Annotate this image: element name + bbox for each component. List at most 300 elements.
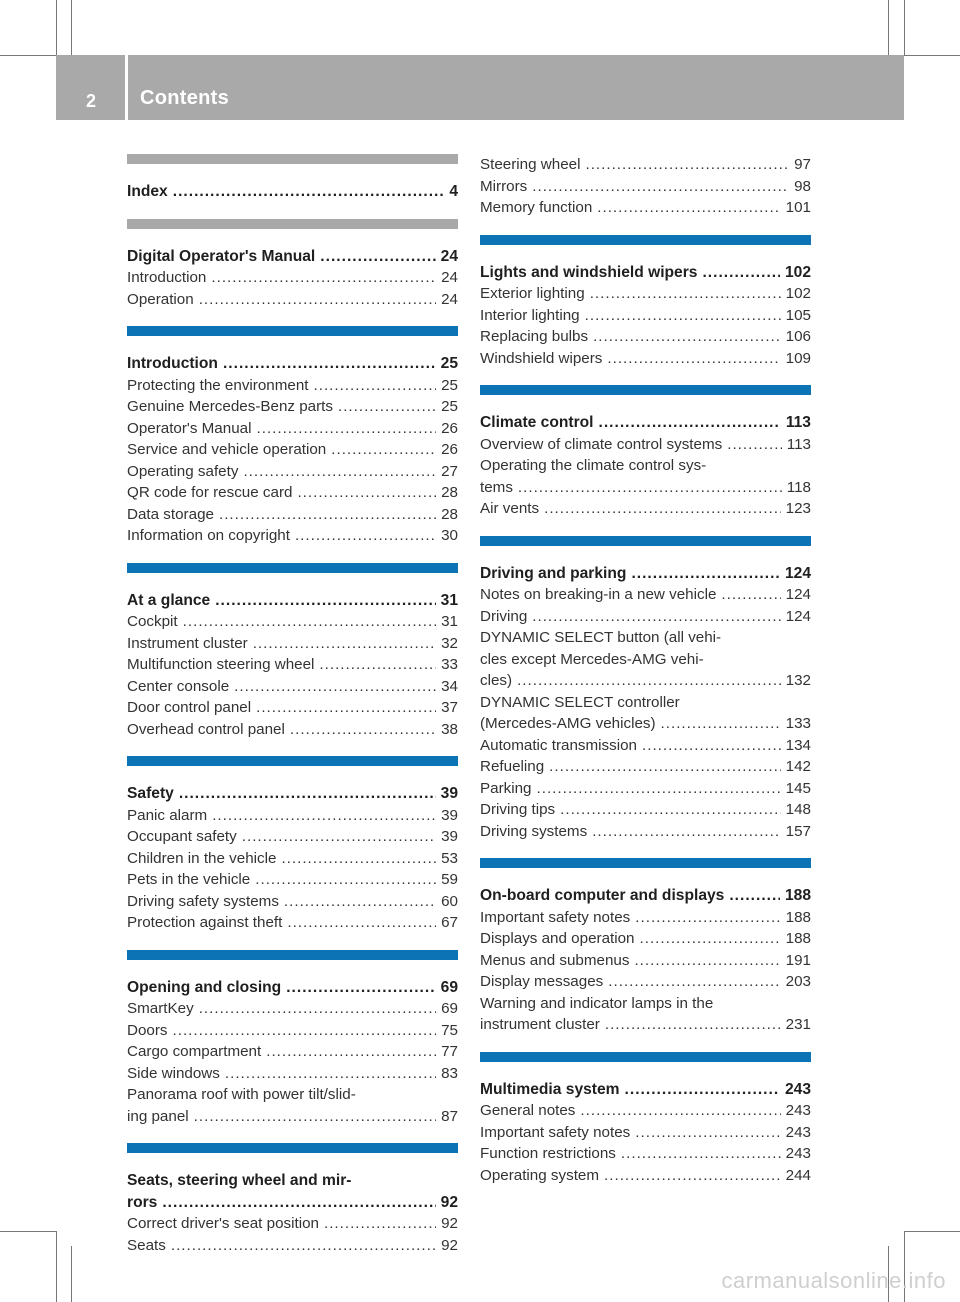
- toc-entry[interactable]: [127, 869, 458, 891]
- toc-entry[interactable]: [127, 633, 458, 655]
- toc-entry-title: Overview of climate control systems: [480, 435, 723, 453]
- crop-mark: [888, 0, 889, 55]
- toc-entry[interactable]: [480, 713, 811, 735]
- dot-leader: [590, 283, 781, 305]
- toc-entry-title: Safety: [127, 785, 174, 802]
- toc-page-number: 92: [441, 1236, 458, 1254]
- toc-entry[interactable]: [127, 482, 458, 504]
- toc-entry[interactable]: [127, 719, 458, 741]
- toc-section: [127, 1143, 458, 1256]
- toc-heading[interactable]: [127, 977, 458, 999]
- toc-section: [480, 536, 811, 843]
- toc-entry-title: Important safety notes: [480, 1123, 631, 1141]
- toc-heading[interactable]: [480, 885, 811, 907]
- toc-page-number: 145: [785, 779, 811, 797]
- toc-entry-title: Seats: [127, 1236, 166, 1254]
- toc-page-number: 28: [441, 505, 458, 523]
- toc-page-number: 243: [785, 1102, 811, 1119]
- dot-leader: [324, 1213, 436, 1235]
- toc-entry-title: instrument cluster: [480, 1016, 600, 1033]
- toc-entry[interactable]: [127, 375, 458, 397]
- toc-entry-title: At a glance: [127, 591, 211, 609]
- toc-entry-title: Automatic transmission: [480, 736, 637, 754]
- toc-page-number: 25: [441, 376, 458, 394]
- dot-leader: [253, 633, 436, 655]
- crop-mark: [71, 1246, 72, 1302]
- toc-entry-title: Data storage: [127, 505, 214, 523]
- toc-heading[interactable]: [480, 412, 811, 434]
- toc-page-number: 98: [794, 177, 811, 195]
- toc-entry-title: Index: [127, 183, 168, 200]
- dot-leader: [721, 584, 780, 606]
- crop-mark: [56, 1231, 57, 1302]
- toc-page-number: 28: [441, 484, 458, 501]
- crop-mark: [904, 1231, 960, 1232]
- toc-page-number: 102: [784, 263, 811, 281]
- dot-leader: [212, 805, 436, 827]
- dot-leader: [580, 1100, 780, 1122]
- toc-page-number: 101: [785, 199, 811, 216]
- toc-entry[interactable]: [127, 912, 458, 934]
- toc-entry-title: Center console: [127, 677, 230, 695]
- toc-heading[interactable]: [127, 246, 458, 268]
- toc-entry-title: Menus and submenus: [480, 951, 630, 969]
- dot-leader: [234, 676, 436, 698]
- dot-leader: [173, 1020, 437, 1042]
- toc-column-left: [127, 154, 458, 1272]
- dot-leader: [290, 719, 436, 741]
- toc-entry[interactable]: [480, 283, 811, 305]
- dot-leader: [295, 525, 436, 547]
- toc-page-number: 203: [785, 973, 811, 990]
- toc-entry-title: Driving and parking: [480, 564, 627, 582]
- toc-page-number: 25: [440, 355, 458, 372]
- toc-entry-line: DYNAMIC SELECT controller: [480, 693, 680, 711]
- toc-heading[interactable]: [127, 181, 458, 203]
- toc-entry-title: Mirrors: [480, 177, 528, 195]
- dot-leader: [287, 912, 436, 934]
- toc-page-number: 244: [785, 1166, 811, 1184]
- toc-page-number: 38: [441, 720, 458, 738]
- toc-entry[interactable]: [127, 396, 458, 418]
- toc-entry-title: Important safety notes: [480, 908, 631, 926]
- toc-page-number: 33: [441, 656, 458, 673]
- dot-leader: [549, 756, 780, 778]
- toc-entry-title: Introduction: [127, 355, 218, 372]
- dot-leader: [286, 977, 435, 999]
- toc-page-number: 124: [785, 586, 811, 603]
- dot-leader: [729, 885, 780, 907]
- toc-page-number: 113: [786, 435, 811, 453]
- toc-entry-title: Protection against theft: [127, 914, 283, 931]
- toc-entry-title: Introduction: [127, 269, 207, 286]
- toc-entry-title: Protecting the environment: [127, 376, 309, 394]
- toc-entry-title: Cockpit: [127, 613, 178, 630]
- toc-page-number: 188: [785, 908, 811, 926]
- crop-mark: [904, 55, 960, 56]
- toc-heading[interactable]: [127, 1192, 458, 1214]
- dot-leader: [281, 848, 436, 870]
- toc-page-number: 37: [441, 699, 458, 716]
- dot-leader: [199, 998, 436, 1020]
- section-bar: [127, 326, 458, 336]
- toc-entry-title: ing panel: [127, 1107, 189, 1125]
- toc-entry-title: Instrument cluster: [127, 634, 248, 652]
- toc-entry[interactable]: [480, 477, 811, 499]
- dot-leader: [243, 461, 436, 483]
- crop-mark: [71, 0, 72, 55]
- toc-entry[interactable]: [480, 1014, 811, 1036]
- section-bar: [480, 1052, 811, 1062]
- toc-entry-title: Service and vehicle operation: [127, 441, 327, 458]
- toc-entry[interactable]: [127, 504, 458, 526]
- toc-entry-title: Cargo compartment: [127, 1043, 262, 1060]
- toc-entry-title: Lights and windshield wipers: [480, 263, 698, 281]
- toc-entry-title: Panic alarm: [127, 806, 208, 824]
- toc-heading[interactable]: [127, 353, 458, 375]
- toc-entry[interactable]: [127, 676, 458, 698]
- toc-entry[interactable]: [480, 907, 811, 929]
- toc-entry[interactable]: [480, 1143, 811, 1165]
- dot-leader: [532, 606, 780, 628]
- toc-page-number: 157: [785, 822, 811, 840]
- toc-section: [480, 1052, 811, 1187]
- toc-section: [127, 950, 458, 1128]
- toc-entry[interactable]: [480, 176, 811, 198]
- dot-leader: [225, 1063, 436, 1085]
- toc-entry[interactable]: [480, 821, 811, 843]
- toc-entry[interactable]: [480, 498, 811, 520]
- dot-leader: [314, 375, 437, 397]
- toc-entry-title: (Mercedes-AMG vehicles): [480, 715, 656, 732]
- dot-leader: [162, 1192, 435, 1214]
- toc-entry[interactable]: [480, 584, 811, 606]
- toc-page-number: 30: [441, 527, 458, 544]
- toc-entry-title: QR code for rescue card: [127, 484, 293, 501]
- toc-entry-title: cles): [480, 672, 513, 689]
- toc-entry[interactable]: [480, 950, 811, 972]
- toc-page-number: 26: [441, 419, 458, 437]
- toc-entry[interactable]: [480, 326, 811, 348]
- toc-entry[interactable]: [127, 891, 458, 913]
- toc-section: [127, 326, 458, 547]
- toc-page-number: 243: [784, 1080, 811, 1098]
- toc-heading[interactable]: [480, 563, 811, 585]
- toc-page-number: 132: [785, 672, 811, 689]
- toc-entry-title: Display messages: [480, 973, 604, 990]
- toc-entry[interactable]: [127, 805, 458, 827]
- toc-heading[interactable]: [480, 1079, 811, 1101]
- toc-page-number: 102: [785, 285, 811, 302]
- toc-heading-line: Seats, steering wheel and mir-: [127, 1172, 352, 1189]
- toc-entry-title: Information on copyright: [127, 527, 290, 544]
- toc-entry-line: Panorama roof with power tilt/slid-: [127, 1086, 356, 1103]
- toc-entry-title: Pets in the vehicle: [127, 871, 251, 888]
- toc-page-number: 92: [441, 1215, 458, 1232]
- toc-entry-line: Operating the climate control sys-: [480, 457, 707, 474]
- toc-entry[interactable]: [127, 525, 458, 547]
- toc-page-number: 24: [441, 269, 458, 286]
- dot-leader: [179, 783, 436, 805]
- toc-entry-title: Steering wheel: [480, 156, 581, 173]
- toc-section: [480, 385, 811, 520]
- dot-leader: [585, 154, 789, 176]
- dot-leader: [266, 1041, 436, 1063]
- dot-leader: [631, 563, 780, 585]
- toc-entry-title: General notes: [480, 1102, 576, 1119]
- toc-entry-title: Function restrictions: [480, 1145, 616, 1162]
- page-header: [56, 55, 904, 120]
- dot-leader: [585, 305, 781, 327]
- dot-leader: [199, 289, 436, 311]
- dot-leader: [194, 1106, 436, 1128]
- toc-entry[interactable]: [480, 348, 811, 370]
- toc-entry[interactable]: [127, 654, 458, 676]
- crop-mark: [0, 1231, 56, 1232]
- toc-entry-title: Overhead control panel: [127, 720, 285, 738]
- toc-page-number: 83: [441, 1064, 458, 1082]
- toc-page-number: 59: [441, 871, 458, 888]
- dot-leader: [171, 1235, 436, 1257]
- toc-entry[interactable]: [480, 154, 811, 176]
- toc-entry[interactable]: [127, 439, 458, 461]
- dot-leader: [702, 262, 780, 284]
- toc-heading[interactable]: [480, 262, 811, 284]
- section-bar: [127, 563, 458, 573]
- toc-entry[interactable]: [480, 799, 811, 821]
- toc-section: [127, 756, 458, 934]
- toc-entry[interactable]: [480, 1122, 811, 1144]
- dot-leader: [608, 971, 780, 993]
- toc-entry[interactable]: [127, 289, 458, 311]
- toc-entry-title: Operation: [127, 290, 194, 308]
- dot-leader: [661, 713, 781, 735]
- dot-leader: [173, 181, 445, 203]
- toc-entry[interactable]: [480, 928, 811, 950]
- toc-entry[interactable]: [480, 670, 811, 692]
- toc-entry[interactable]: [127, 461, 458, 483]
- section-bar: [480, 235, 811, 245]
- toc-entry-title: Operating system: [480, 1166, 600, 1184]
- dot-leader: [640, 928, 781, 950]
- toc-entry-title: Digital Operator's Manual: [127, 247, 316, 265]
- dot-leader: [635, 907, 780, 929]
- toc-entry-title: Refueling: [480, 758, 545, 775]
- dot-leader: [338, 396, 436, 418]
- toc-section: [127, 219, 458, 311]
- toc-page-number: 34: [441, 677, 458, 695]
- toc-page-number: 118: [786, 478, 811, 496]
- toc-entry[interactable]: [127, 998, 458, 1020]
- crop-mark: [0, 55, 56, 56]
- toc-page-number: 191: [785, 951, 811, 969]
- crop-mark: [56, 0, 57, 55]
- toc-page-number: 39: [441, 828, 458, 845]
- toc-page-number: 124: [784, 564, 811, 582]
- dot-leader: [592, 821, 780, 843]
- toc-entry-line: DYNAMIC SELECT button (all vehi-: [480, 629, 722, 646]
- dot-leader: [605, 1014, 781, 1036]
- page-number: 2: [86, 91, 97, 111]
- toc-entry-line: cles except Mercedes-AMG vehi-: [480, 650, 704, 668]
- toc-entry-title: Opening and closing: [127, 978, 282, 996]
- toc-entry[interactable]: [480, 305, 811, 327]
- toc-entry-title: Windshield wipers: [480, 349, 603, 367]
- toc-page-number: 148: [785, 801, 811, 818]
- watermark-text: carmanualsonline.info: [721, 1268, 946, 1293]
- toc-entry-title: tems: [480, 478, 513, 496]
- toc-section: [480, 154, 811, 219]
- toc-page-number: 243: [785, 1123, 811, 1141]
- toc-heading[interactable]: [127, 590, 458, 612]
- toc-section: [127, 563, 458, 741]
- toc-page-number: 109: [785, 349, 811, 367]
- toc-entry-title: Notes on breaking-in a new vehicle: [480, 586, 717, 603]
- toc-entry[interactable]: [480, 756, 811, 778]
- dot-leader: [256, 697, 436, 719]
- dot-leader: [544, 498, 781, 520]
- dot-leader: [256, 418, 436, 440]
- page-title: Contents: [140, 87, 230, 109]
- toc-entry-title: Operator's Manual: [127, 419, 252, 437]
- dot-leader: [537, 778, 781, 800]
- toc-entry[interactable]: [480, 606, 811, 628]
- dot-leader: [604, 1165, 781, 1187]
- toc-entry[interactable]: [127, 1213, 458, 1235]
- toc-page-number: 25: [441, 398, 458, 415]
- toc-page-number: 142: [785, 758, 811, 775]
- toc-entry[interactable]: [480, 735, 811, 757]
- toc-entry-title: Driving systems: [480, 822, 588, 840]
- toc-page-number: 97: [794, 156, 811, 173]
- toc-page-number: 31: [440, 591, 458, 609]
- toc-section: [480, 858, 811, 1036]
- section-bar: [127, 219, 458, 229]
- toc-entry-title: Memory function: [480, 199, 593, 216]
- dot-leader: [625, 1079, 780, 1101]
- dot-leader: [727, 434, 782, 456]
- toc-entry-title: Multifunction steering wheel: [127, 656, 315, 673]
- toc-entry[interactable]: [480, 1165, 811, 1187]
- crop-mark: [904, 0, 905, 55]
- toc-entry[interactable]: [480, 197, 811, 219]
- dot-leader: [242, 826, 436, 848]
- section-bar: [480, 858, 811, 868]
- toc-entry-title: Side windows: [127, 1064, 220, 1082]
- toc-page-number: 39: [440, 785, 458, 802]
- dot-leader: [593, 326, 781, 348]
- toc-entry-title: Displays and operation: [480, 930, 635, 947]
- toc-heading[interactable]: [127, 783, 458, 805]
- toc-entry-title: Driving: [480, 607, 528, 625]
- toc-entry[interactable]: [127, 611, 458, 633]
- toc-entry[interactable]: [127, 826, 458, 848]
- toc-page-number: 231: [785, 1016, 811, 1033]
- dot-leader: [518, 477, 782, 499]
- section-bar: [127, 950, 458, 960]
- toc-entry[interactable]: [127, 848, 458, 870]
- dot-leader: [560, 799, 781, 821]
- toc-section: [480, 235, 811, 370]
- dot-leader: [532, 176, 789, 198]
- toc-entry[interactable]: [127, 418, 458, 440]
- toc-page-number: 26: [441, 441, 458, 458]
- header-divider: [125, 55, 128, 120]
- dot-leader: [597, 197, 780, 219]
- dot-leader: [517, 670, 781, 692]
- toc-entry-title: Children in the vehicle: [127, 849, 277, 867]
- toc-entry[interactable]: [127, 697, 458, 719]
- toc-entry-title: Parking: [480, 779, 532, 797]
- toc-page-number: 77: [441, 1043, 458, 1060]
- toc-page-number: 188: [784, 887, 811, 904]
- toc-page-number: 243: [785, 1145, 811, 1162]
- dot-leader: [607, 348, 780, 370]
- dot-leader: [635, 1122, 780, 1144]
- toc-page-number: 123: [785, 500, 811, 517]
- dot-leader: [599, 412, 781, 434]
- toc-entry-title: rors: [127, 1193, 158, 1211]
- toc-entry-title: Interior lighting: [480, 306, 580, 324]
- dot-leader: [297, 482, 436, 504]
- toc-page-number: 67: [441, 914, 458, 931]
- dot-leader: [319, 654, 436, 676]
- toc-entry-title: Climate control: [480, 414, 594, 431]
- toc-entry[interactable]: [480, 434, 811, 456]
- dot-leader: [621, 1143, 781, 1165]
- toc-page-number: 69: [441, 1000, 458, 1017]
- toc-page-number: 105: [785, 306, 811, 324]
- section-bar: [127, 154, 458, 164]
- toc-page-number: 124: [785, 607, 811, 625]
- toc-page-number: 69: [440, 978, 458, 996]
- toc-entry[interactable]: [127, 1041, 458, 1063]
- toc-page-number: 113: [785, 414, 811, 431]
- toc-entry[interactable]: [127, 267, 458, 289]
- section-bar: [127, 1143, 458, 1153]
- toc-entry[interactable]: [127, 1020, 458, 1042]
- toc-page-number: 24: [441, 290, 458, 308]
- toc-page-number: 53: [441, 849, 458, 867]
- dot-leader: [331, 439, 436, 461]
- toc-entry-title: SmartKey: [127, 1000, 194, 1017]
- toc-page-number: 27: [441, 462, 458, 480]
- toc-entry-title: Replacing bulbs: [480, 328, 589, 345]
- toc-page-number: 106: [785, 328, 811, 345]
- toc-entry[interactable]: [480, 1100, 811, 1122]
- toc-entry-title: Driving safety systems: [127, 892, 279, 910]
- toc-entry-title: Occupant safety: [127, 828, 237, 845]
- dot-leader: [219, 504, 436, 526]
- toc-entry[interactable]: [127, 1235, 458, 1257]
- section-bar: [480, 536, 811, 546]
- toc-page-number: 188: [785, 930, 811, 947]
- toc-entry[interactable]: [127, 1063, 458, 1085]
- toc-entry[interactable]: [480, 971, 811, 993]
- dot-leader: [215, 590, 435, 612]
- toc-entry-title: Operating safety: [127, 462, 239, 480]
- section-bar: [127, 756, 458, 766]
- toc-entry[interactable]: [127, 1106, 458, 1128]
- dot-leader: [284, 891, 436, 913]
- dot-leader: [642, 735, 781, 757]
- dot-leader: [211, 267, 436, 289]
- toc-entry[interactable]: [480, 778, 811, 800]
- dot-leader: [320, 246, 435, 268]
- toc-entry-title: Air vents: [480, 500, 540, 517]
- toc-entry-title: Exterior lighting: [480, 285, 585, 302]
- toc-entry-title: Correct driver's seat position: [127, 1215, 319, 1232]
